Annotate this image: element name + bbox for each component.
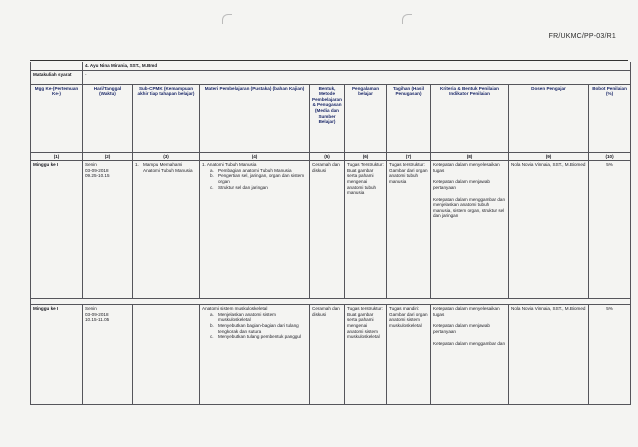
experience-cell: Tugas Terstruktur: Buat gambar serta pahami mengenai anatomi tubuh manusia [345,161,387,299]
subcpmk-text: Mampu Memahami Anatomi Tubuh Manusia [143,162,193,173]
date-cell [83,161,133,299]
criteria-item: Ketepatan dalam menjawab pertanyaan [433,323,490,334]
column-number: (8) [431,152,509,161]
column-number: (5) [310,152,345,161]
column-number: (7) [387,152,431,161]
header-criteria: Kriteria & Bentuk Penilaian Indikator Penilaian [431,84,509,152]
item-text: Menyebutkan bagian-bagian dari tulang tengkorak dan sutura [218,322,299,334]
time-text: 10.15-11.05 [85,317,110,323]
item-text: Struktur sel dan jaringan [218,184,268,190]
header-weight: Bobot Penilaian (%) [589,84,631,152]
assessment-cell: Tugas mandiri: Gambar dari organ anatomi sistem muskuloskeletal [387,305,431,405]
weight-cell: 5% [589,305,631,405]
subcpmk-number: 1. [135,162,139,168]
criteria-item: Ketepatan dalam menggambar dan menjelaskan anatomi tubuh manusia, sistem organ, struktur sel dan jaringan [433,196,506,219]
item-key: b. [210,322,214,328]
column-number: (4) [200,152,310,161]
meeting-cell: Minggu ke I [31,305,83,405]
header-method: Bentuk, Metode Pembelajaran & Penugasan (Media dan Sumber Belajar) [310,84,345,152]
table-row [31,305,631,405]
criteria-item: Ketepatan dalam menggambar dan [433,340,506,346]
material-title: Anatomi sistem muskuloskeletal [202,306,268,312]
method-cell: Ceramah dan diskusi [310,161,345,299]
column-number: (10) [589,152,631,161]
prereq-value: - [83,70,631,84]
header-teacher: Dosen Pengajar [509,84,589,152]
item-key: b. [210,173,214,179]
material-cell [200,305,310,405]
column-number: (6) [345,152,387,161]
method-cell: Ceramah dan diskusi [310,305,345,405]
criteria-item: Ketepatan dalam menyelesaikan tugas [433,306,500,317]
experience-cell: Tugas terstruktur: Buat gambar serta pahami mengenai anatomi sistem muskuloskeletal [345,305,387,405]
column-number: (1) [31,152,83,161]
table-row [31,161,631,299]
column-number: (3) [133,152,200,161]
date-text: 03-09-2018 [85,167,109,173]
header-assessment: Tagihan (Hasil Penugasan) [387,84,431,152]
header-material: Materi Pembelajaran (Pustaka) (bahan Kajian) [200,84,310,152]
date-cell [83,305,133,405]
assessment-cell: Tugas terstruktur: Gambar dari organ anatomi tubuh manusia [387,161,431,299]
teacher-cell: Nola Novia Vinnaia, SST., M.Biomed [509,305,589,405]
criteria-cell [431,305,509,405]
scan-mark [402,14,412,24]
item-key: c. [210,184,214,190]
document-code: FR/UKMC/PP-03/R1 [548,33,616,40]
item-key: c. [210,334,214,340]
criteria-item: Ketepatan dalam menjawab pertanyaan [433,179,490,190]
weight-cell: 5% [589,161,631,299]
day-text: Senin [85,162,97,168]
teacher-cell: Nola Novia Vinnaia, SST., M.Biomed [509,161,589,299]
subcpmk-cell [133,161,200,299]
material-cell [200,161,310,299]
subcpmk-cell [133,305,200,405]
scan-mark [222,14,232,24]
prereq-label: Matakuliah syarat [31,70,83,84]
item-text: Menyebutkan tulang pembentuk panggul [218,334,302,340]
blank-cell [31,62,83,70]
day-text: Senin [85,306,97,312]
date-text: 03-09-2018 [85,311,109,317]
header-subcpmk: Sub-CPMK (Kemampuan akhir tiap tahapan belajar) [133,84,200,152]
instructor-line: 4. Ayu Nina Mirania, SST., M.Bmd [83,62,631,70]
time-text: 09.25-10.15 [85,173,110,179]
item-text: Pembagian anatomi Tubuh Manusia [218,167,292,173]
header-date: Hari/Tanggal (Waktu) [83,84,133,152]
item-key: a. [210,311,214,317]
top-rule [30,60,628,61]
header-meeting: Mgg Ke-(Pertemuan Ke-) [31,84,83,152]
item-text: Pengertian sel, jaringan, organ dan sistem organ [218,173,305,184]
material-title: 1. Anatomi Tubuh Manusia [202,162,257,168]
column-number: (2) [83,152,133,161]
header-experience: Pengalaman belajar [345,84,387,152]
rps-table [30,62,631,405]
item-text: Menjelaskan anatomi sistem muskuloskeletal [218,311,276,323]
column-number: (9) [509,152,589,161]
item-key: a. [210,167,214,173]
meeting-cell: Minggu ke I [31,161,83,299]
criteria-item: Ketepatan dalam menyelesaikan tugas [433,162,500,173]
criteria-cell [431,161,509,299]
